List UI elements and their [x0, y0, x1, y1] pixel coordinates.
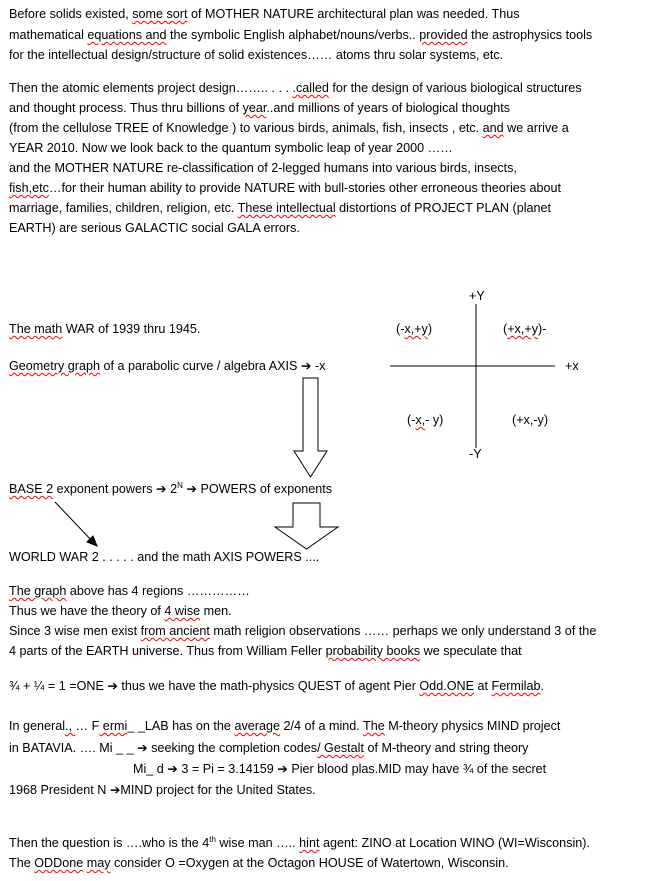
text-line: The math WAR of 1939 thru 1945.: [9, 322, 201, 336]
hollow-down-arrow: [294, 378, 327, 477]
quadrant-label: (+x,+y)-: [503, 322, 547, 336]
text-line: YEAR 2010. Now we look back to the quantum symbolic leap of year 2000 ……: [9, 141, 453, 155]
hollow-down-arrow: [275, 503, 338, 549]
text-line: Geometry graph of a parabolic curve / algebra AXIS ➔ -x: [9, 359, 326, 373]
text-line: Mi_ d ➔ 3 = Pi = 3.14159 ➔ Pier blood plas.MID may have ¾ of the secret: [133, 762, 547, 776]
quadrant-label: (+x,-y): [512, 413, 549, 427]
text-line: (from the cellulose TREE of Knowledge ) to various birds, animals, fish, insects , etc. and we arrive a: [9, 121, 569, 135]
text-line: in BATAVIA. …. Mi _ _ ➔ seeking the completion codes/ Gestalt of M-theory and string theory: [9, 741, 529, 755]
text-line: In general., … F ermi_ _LAB has on the average 2/4 of a mind. The M-theory physics MIND project: [9, 719, 561, 733]
right-arrow-icon: ➔: [107, 679, 118, 693]
right-arrow-icon: ➔: [300, 359, 312, 373]
text-line: Then the atomic elements project design…….. . . . .called for the design of various biological structures: [9, 81, 582, 95]
text-line: EARTH) are serious GALACTIC social GALA errors.: [9, 221, 300, 235]
text-line: ¾ + ¼ = 1 =ONE ➔ thus we have the math-physics QUEST of agent Pier Odd.ONE at Fermilab.: [9, 679, 544, 693]
right-arrow-icon: ➔: [156, 482, 167, 496]
text-line: mathematical equations and the symbolic English alphabet/nouns/verbs.. provided the astrophysics tools: [9, 28, 593, 42]
quadrant-label: (-x,+y): [396, 322, 433, 336]
text-line: and the MOTHER NATURE re-classification of 2-legged humans into various birds, insects,: [9, 161, 517, 175]
text-line: marriage, families, children, religion, etc. These intellectual distortions of PROJECT PLAN (planet: [9, 201, 552, 215]
minus-y-label: -Y: [469, 447, 482, 461]
text-line: The ODDone may consider O =Oxygen at the Octagon HOUSE of Watertown, Wisconsin.: [9, 856, 509, 870]
text-line: BASE 2 exponent powers ➔ $2^N$ ➔ POWERS of exponents: [9, 481, 333, 496]
right-arrow-icon: ➔: [167, 762, 178, 776]
text-line: fish,etc…for their human ability to provide NATURE with bull-stories other erroneous theories about: [9, 181, 562, 195]
text-line: The graph above has 4 regions ……………: [9, 584, 250, 598]
text-line: and thought process. Thus thru billions of year..and millions of years of biological thoughts: [9, 101, 511, 115]
text-line: Since 3 wise men exist from ancient math religion observations …… perhaps we only understand 3 of the: [9, 624, 597, 638]
right-arrow-icon: ➔: [137, 741, 148, 755]
text-line: Before solids existed, some sort of MOTHER NATURE architectural plan was needed. Thus: [9, 7, 520, 21]
text-line: Then the question is ….who is the 4th wise man ….. hint agent: ZINO at Location WINO (WI=Wisconsin).: [9, 835, 590, 850]
quadrant-label: (-x,- y): [407, 413, 444, 427]
plus-x-label: +x: [565, 359, 579, 373]
text-line: Thus we have the theory of 4 wise men.: [9, 604, 232, 618]
right-arrow-icon: ➔: [277, 762, 288, 776]
text-line: WORLD WAR 2 . . . . . and the math AXIS POWERS ....: [9, 550, 320, 564]
plus-y-label: +Y: [469, 289, 485, 303]
text-line: 1968 President N ➔MIND project for the United States.: [9, 783, 316, 797]
text-line: 4 parts of the EARTH universe. Thus from William Feller probability books we speculate that: [9, 644, 522, 658]
right-arrow-icon: ➔: [186, 482, 197, 496]
diagonal-arrow: [55, 502, 93, 542]
text-line: for the intellectual design/structure of solid existences…… atoms thru solar systems, etc.: [9, 48, 504, 62]
right-arrow-icon: ➔: [109, 783, 121, 797]
